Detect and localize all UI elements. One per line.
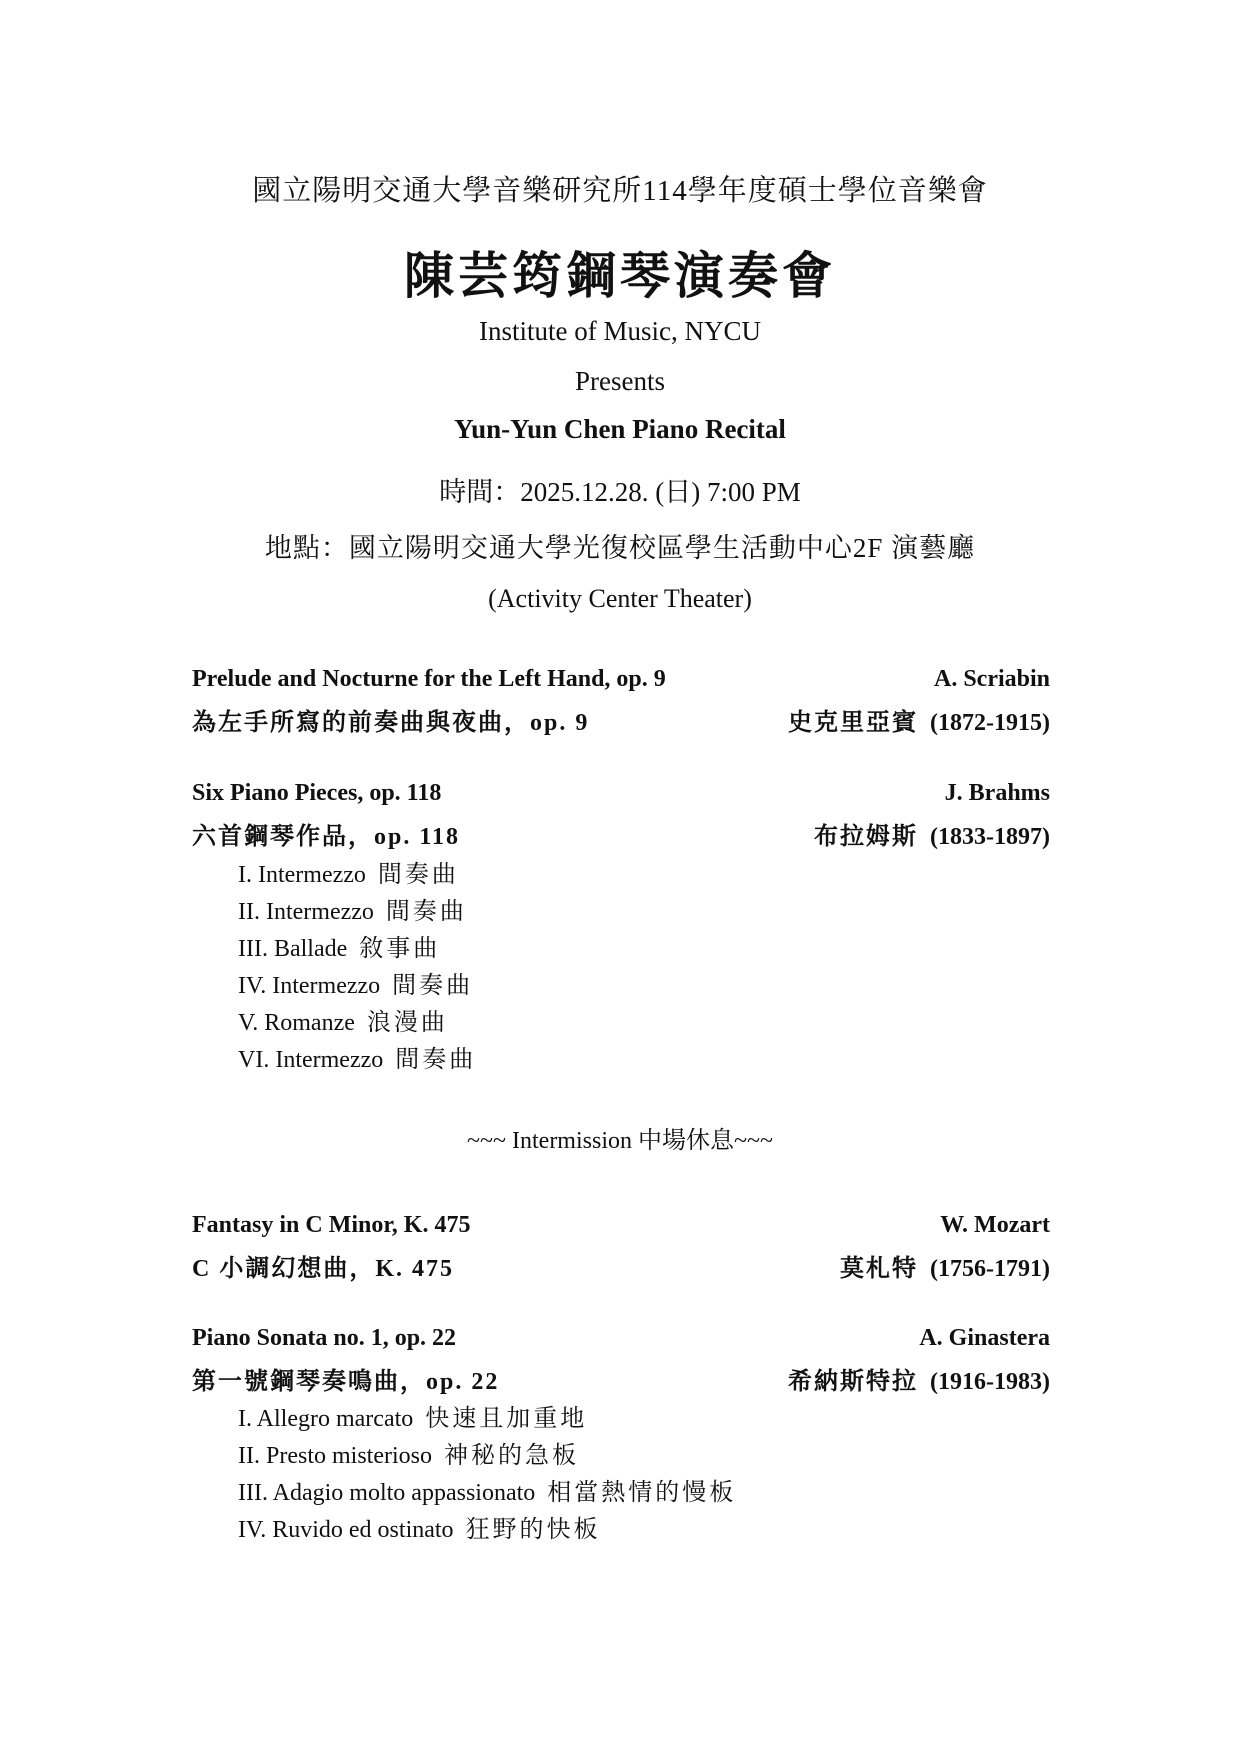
program-piece-zh-row bbox=[192, 1248, 1050, 1284]
composer-name-en: A. Scriabin bbox=[933, 666, 1050, 692]
piece-title-zh: 第一號鋼琴奏鳴曲，op. 22 bbox=[192, 1369, 500, 1395]
composer-years: (1756-1791) bbox=[930, 1256, 1050, 1282]
movement-title-zh: 間奏曲 bbox=[392, 973, 474, 999]
movement-title-en: III. Ballade bbox=[238, 936, 348, 962]
event-venue-zh: 地點：國立陽明交通大學光復校區學生活動中心2F 演藝廳 bbox=[264, 533, 976, 563]
composer-name-en: A. Ginastera bbox=[919, 1325, 1050, 1351]
movement-title-en: IV. Intermezzo bbox=[238, 973, 381, 999]
presents-label: Presents bbox=[575, 366, 665, 396]
composer-years: (1872-1915) bbox=[930, 710, 1050, 736]
program-piece-title-row bbox=[192, 780, 1050, 816]
piece-title-zh: C 小調幻想曲，K. 475 bbox=[192, 1256, 454, 1282]
piece-title-en: Prelude and Nocturne for the Left Hand, op. 9 bbox=[192, 666, 666, 692]
movement-title-en: I. Intermezzo bbox=[238, 862, 366, 888]
intermission-label: ~~~ Intermission 中場休息~~~ bbox=[467, 1128, 773, 1154]
movement-item bbox=[238, 1472, 736, 1507]
institute-heading-zh: 國立陽明交通大學音樂研究所114學年度碩士學位音樂會 bbox=[252, 175, 988, 207]
movement-item bbox=[238, 1509, 601, 1544]
movement-item bbox=[238, 928, 440, 963]
movement-title-en: VI. Intermezzo bbox=[238, 1047, 384, 1073]
event-time: 時間：2025.12.28. (日) 7:00 PM bbox=[439, 477, 801, 507]
movement-item bbox=[238, 965, 473, 1000]
program-piece-title-row bbox=[192, 666, 1050, 702]
event-venue-en: (Activity Center Theater) bbox=[488, 584, 752, 613]
composer-name-en: J. Brahms bbox=[944, 780, 1050, 806]
movement-title-en: II. Presto misterioso bbox=[238, 1443, 432, 1469]
program-piece-zh-row bbox=[192, 816, 1050, 852]
piece-title-zh: 為左手所寫的前奏曲與夜曲，op. 9 bbox=[192, 710, 590, 736]
program-piece-title-row bbox=[192, 1212, 1050, 1248]
composer-name-en: W. Mozart bbox=[940, 1212, 1050, 1238]
recital-title-en: Yun-Yun Chen Piano Recital bbox=[454, 414, 786, 444]
movement-item bbox=[238, 891, 467, 926]
composer-name-zh: 莫札特 bbox=[840, 1256, 919, 1282]
movement-title-en: I. Allegro marcato bbox=[238, 1406, 414, 1432]
recital-title-zh: 陳芸筠鋼琴演奏會 bbox=[404, 248, 836, 304]
movement-title-zh: 間奏曲 bbox=[385, 899, 467, 925]
composer-name-zh: 史克里亞賓 bbox=[788, 710, 919, 736]
movement-title-zh: 間奏曲 bbox=[377, 862, 459, 888]
piece-title-en: Piano Sonata no. 1, op. 22 bbox=[192, 1325, 457, 1351]
movement-title-zh: 快速且加重地 bbox=[425, 1406, 588, 1432]
institute-heading-en: Institute of Music, NYCU bbox=[479, 316, 761, 346]
movement-title-zh: 浪漫曲 bbox=[366, 1010, 448, 1036]
movement-title-zh: 狂野的快板 bbox=[465, 1517, 601, 1543]
movement-item bbox=[238, 1435, 579, 1470]
movement-item bbox=[238, 1002, 448, 1037]
movement-title-en: V. Romanze bbox=[238, 1010, 355, 1036]
composer-years: (1833-1897) bbox=[930, 824, 1050, 850]
movement-title-en: II. Intermezzo bbox=[238, 899, 374, 925]
program-piece-zh-row bbox=[192, 1361, 1050, 1397]
movement-title-zh: 敘事曲 bbox=[359, 936, 441, 962]
piece-title-en: Six Piano Pieces, op. 118 bbox=[192, 780, 442, 806]
movement-title-zh: 神秘的急板 bbox=[443, 1443, 579, 1469]
movement-item bbox=[238, 1039, 476, 1074]
piece-title-zh: 六首鋼琴作品，op. 118 bbox=[192, 824, 461, 850]
composer-name-zh: 希納斯特拉 bbox=[788, 1369, 919, 1395]
movement-item bbox=[238, 1398, 587, 1433]
movement-title-zh: 相當熱情的慢板 bbox=[547, 1480, 737, 1506]
composer-years: (1916-1983) bbox=[930, 1369, 1050, 1395]
movement-item bbox=[238, 854, 459, 889]
program-piece-zh-row bbox=[192, 702, 1050, 738]
movement-title-en: IV. Ruvido ed ostinato bbox=[238, 1517, 454, 1543]
piece-title-en: Fantasy in C Minor, K. 475 bbox=[192, 1212, 471, 1238]
composer-name-zh: 布拉姆斯 bbox=[814, 824, 919, 850]
movement-title-en: III. Adagio molto appassionato bbox=[238, 1480, 536, 1506]
program-piece-title-row bbox=[192, 1325, 1050, 1361]
movement-title-zh: 間奏曲 bbox=[395, 1047, 477, 1073]
